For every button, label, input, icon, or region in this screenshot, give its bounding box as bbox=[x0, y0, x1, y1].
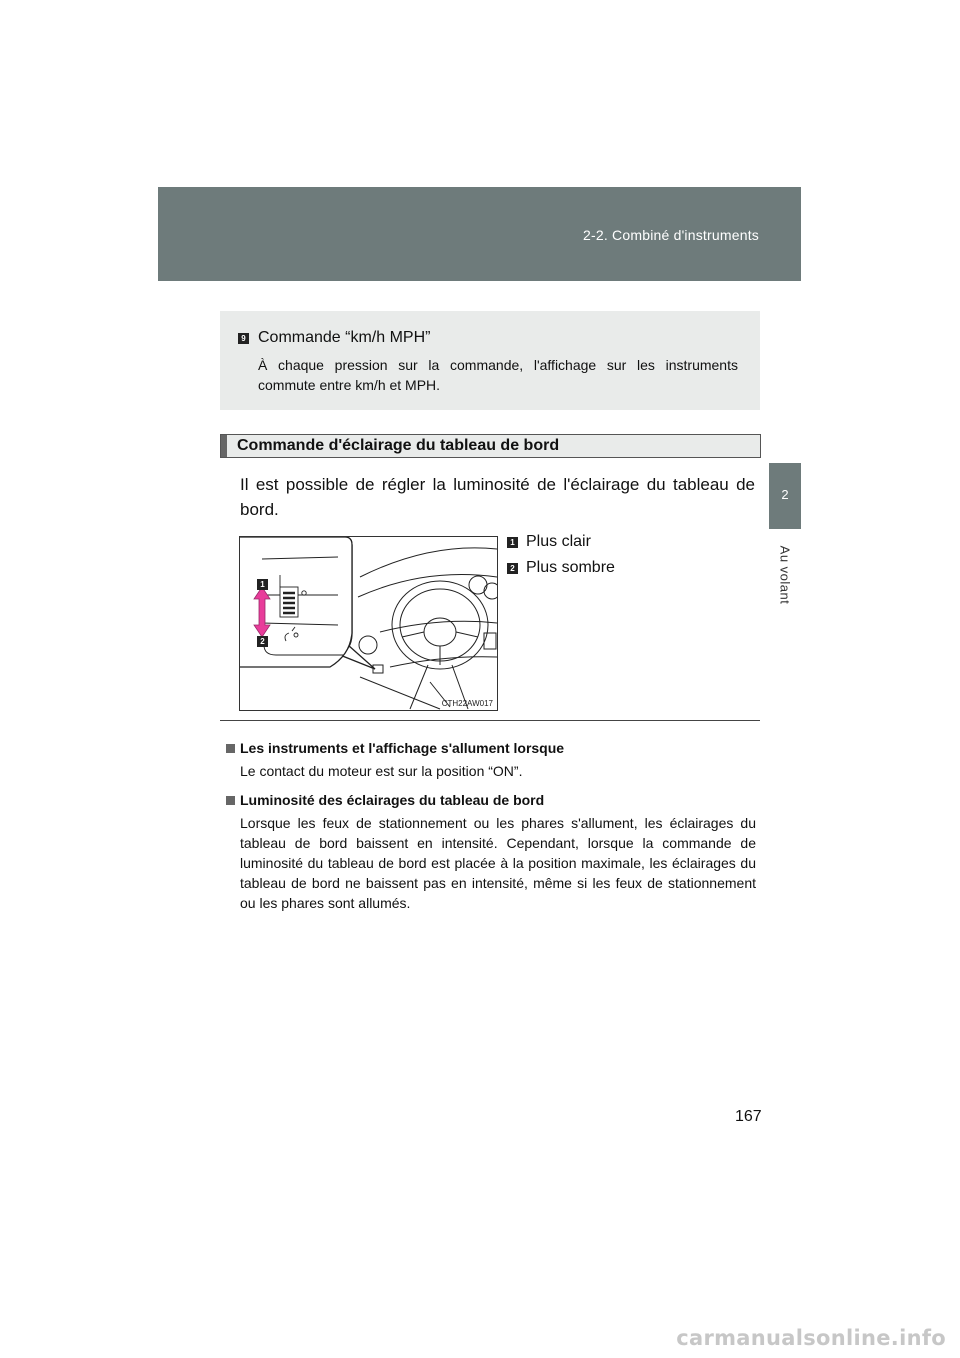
section-heading bbox=[220, 434, 761, 458]
section-divider bbox=[220, 720, 760, 721]
info-box-text: À chaque pression sur la commande, l'affichage sur les instruments commute entre km/h et MPH. bbox=[258, 357, 738, 393]
section-heading-text: Commande d'éclairage du tableau de bord bbox=[237, 437, 560, 454]
square-bullet-icon bbox=[226, 796, 235, 805]
chapter-tab bbox=[769, 463, 801, 529]
dashboard-drawing bbox=[240, 537, 497, 710]
chapter-tab-label bbox=[769, 535, 801, 615]
chapter-label-text: Au volant bbox=[777, 545, 793, 605]
legend-badge-1: 1 bbox=[507, 537, 518, 548]
chapter-header bbox=[158, 187, 801, 281]
page-number: 167 bbox=[735, 1108, 762, 1125]
note-instruments bbox=[226, 740, 756, 781]
section-heading-bar bbox=[221, 435, 227, 457]
legend-label-1: Plus clair bbox=[526, 533, 591, 550]
figure-callout-1: 1 bbox=[257, 579, 268, 590]
note-title bbox=[226, 792, 756, 808]
legend-label-2: Plus sombre bbox=[526, 559, 615, 576]
info-box-badge: 9 bbox=[238, 333, 249, 344]
note-brightness bbox=[226, 792, 756, 913]
square-bullet-icon bbox=[226, 744, 235, 753]
legend-badge-2: 2 bbox=[507, 563, 518, 574]
note-body: Lorsque les feux de stationnement ou les phares s'allument, les éclairages du tableau de bord baissent en intensité. Cependant, lorsque la commande de luminosité du tableau de bord est placée à la position maximale, les éclairages du tableau de bord ne baissent pas en intensité, même si les feux de stationnement ou les phares sont allumés. bbox=[240, 815, 756, 911]
note-title bbox=[226, 740, 756, 756]
info-box-title: Commande “km/h MPH” bbox=[258, 329, 431, 346]
chapter-title: 2-2. Combiné d'instruments bbox=[583, 227, 759, 243]
note-title-text: Luminosité des éclairages du tableau de bord bbox=[240, 792, 545, 808]
dashboard-illustration bbox=[239, 536, 498, 711]
section-intro: Il est possible de régler la luminosité de l'éclairage du tableau de bord. bbox=[240, 475, 755, 519]
watermark: carmanualsonline.info bbox=[676, 1326, 946, 1350]
note-title-text: Les instruments et l'affichage s'allument lorsque bbox=[240, 740, 565, 756]
chapter-number: 2 bbox=[781, 487, 789, 502]
note-body: Le contact du moteur est sur la position “ON”. bbox=[240, 763, 523, 779]
figure-callout-2: 2 bbox=[257, 636, 268, 647]
figure-code: CTH22AW017 bbox=[441, 699, 493, 708]
